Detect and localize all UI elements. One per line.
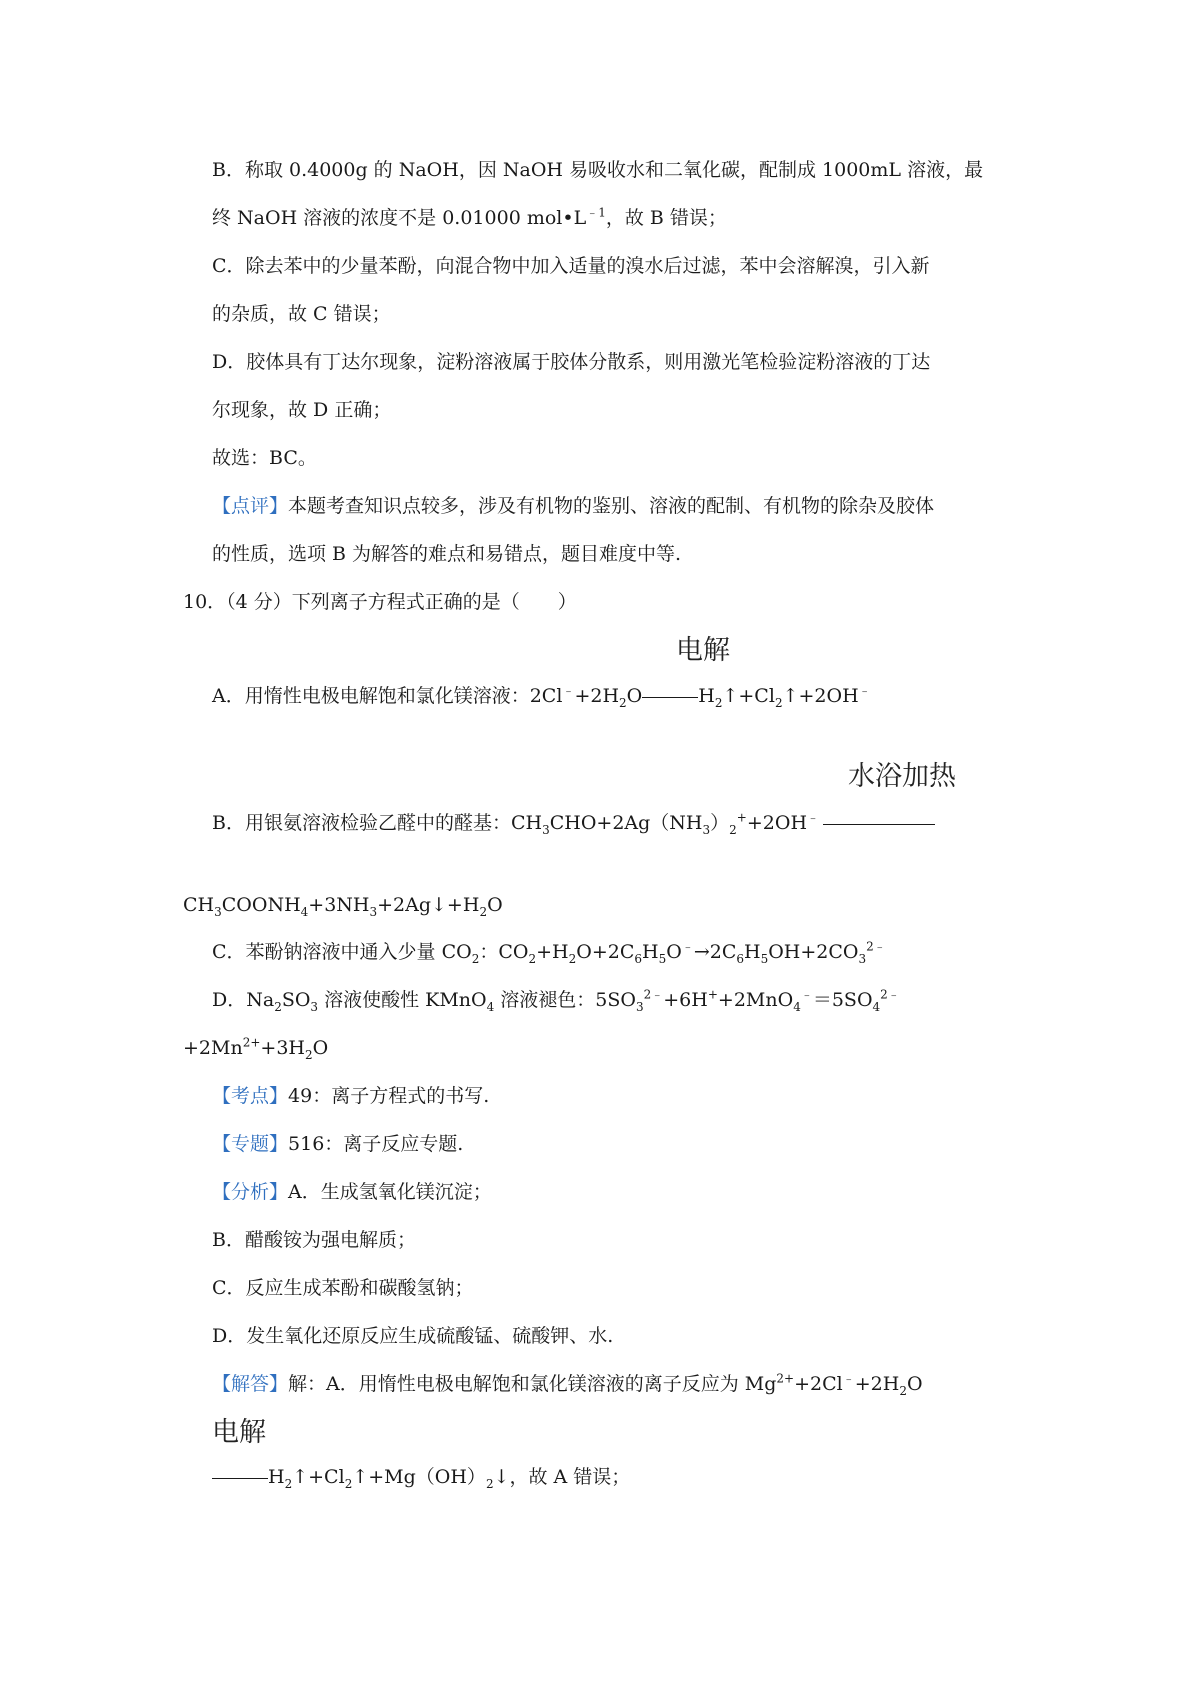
reaction-arrow-b <box>823 824 935 825</box>
condition-electrolysis-answer: 电解 <box>212 1417 266 1448</box>
fenxi-line: 【分析】A．生成氢氧化镁沉淀； <box>212 1181 492 1203</box>
jieda-line: 【解答】解：A．用惰性电极电解饱和氯化镁溶液的离子反应为 $Mg^{2+}+2Cl^﹣+2H_2O$ <box>212 1371 923 1398</box>
fenxi-d-line: D．发生氧化还原反应生成硫酸锰、硫酸钾、水. <box>212 1325 614 1347</box>
fenxi-tag: 【分析】 <box>212 1181 289 1203</box>
option-b-line-2: 终 NaOH 溶液的浓度不是 0.01000 $mol•L^{﹣1}$，故 B 错误； <box>212 205 727 229</box>
kaodian-line: 【考点】49：离子方程式的书写. <box>212 1085 490 1107</box>
condition-electrolysis-a: 电解 <box>676 635 730 666</box>
jieda-tag: 【解答】 <box>212 1373 289 1395</box>
option-d-line-1: D．胶体具有丁达尔现象，淀粉溶液属于胶体分散系，则用激光笔检验淀粉溶液的丁达 <box>212 351 931 373</box>
option-d-equation-line-2: $+2Mn^{2+}+3H_2O$ <box>183 1035 329 1062</box>
condition-water-bath: 水浴加热 <box>848 761 956 792</box>
fenxi-c-line: C．反应生成苯酚和碳酸氢钠； <box>212 1277 474 1299</box>
answer-choice: 故选：BC。 <box>212 447 317 469</box>
option-d-line-2: 尔现象，故 D 正确； <box>212 399 392 421</box>
comment-line-2: 的性质，选项 B 为解答的难点和易错点，题目难度中等. <box>212 543 682 565</box>
option-a-equation: A．用惰性电极电解饱和氯化镁溶液：$2Cl^﹣+2H_2O$ $H_2↑+Cl_2↑+2OH^﹣$ <box>212 683 871 710</box>
option-b-equation-line-2: $CH_3COONH_4+3NH_3+2Ag↓+H_2O$ <box>183 894 503 919</box>
kaodian-tag: 【考点】 <box>212 1085 289 1107</box>
option-d-equation-line-1: D．$Na_2SO_3$ 溶液使酸性 KMnO$_4$ 溶液褪色：$5SO_3^{2﹣}+6H^++2MnO_4^﹣=5SO_4^{2﹣}$ <box>212 987 900 1014</box>
zhuanti-line: 【专题】516：离子反应专题. <box>212 1133 464 1155</box>
reaction-arrow-answer <box>212 1478 268 1479</box>
fenxi-b-line: B．醋酸铵为强电解质； <box>212 1229 416 1251</box>
option-b-equation-line-1: B．用银氨溶液检验乙醛中的醛基：$CH_3CHO+2Ag(NH_3)_2^++2OH^﹣$ <box>212 811 935 835</box>
option-b-line-1: B．称取 0.4000g 的 NaOH，因 NaOH 易吸收水和二氧化碳，配制成 1000mL 溶液，最 <box>212 159 984 181</box>
option-c-line-2: 的杂质，故 C 错误； <box>212 303 391 325</box>
comment-tag: 【点评】 <box>212 495 289 517</box>
jieda-equation-line: $H_2↑+Cl_2↑+Mg(OH)_2↓$，故 A 错误； <box>212 1465 630 1489</box>
zhuanti-tag: 【专题】 <box>212 1133 289 1155</box>
comment-line-1: 【点评】本题考查知识点较多，涉及有机物的鉴别、溶液的配制、有机物的除杂及胶体 <box>212 495 935 517</box>
reaction-arrow-a <box>642 697 698 698</box>
question-10-stem: 10．（4 分）下列离子方程式正确的是（ ） <box>183 591 577 613</box>
option-c-equation: C．苯酚钠溶液中通入少量 $CO_2$：$CO_2+H_2O+2C_6H_5O^﹣\to 2C_6H_5OH+2CO_3^{2﹣}$ <box>212 939 886 966</box>
option-c-line-1: C．除去苯中的少量苯酚，向混合物中加入适量的溴水后过滤，苯中会溶解溴，引入新 <box>212 255 930 277</box>
